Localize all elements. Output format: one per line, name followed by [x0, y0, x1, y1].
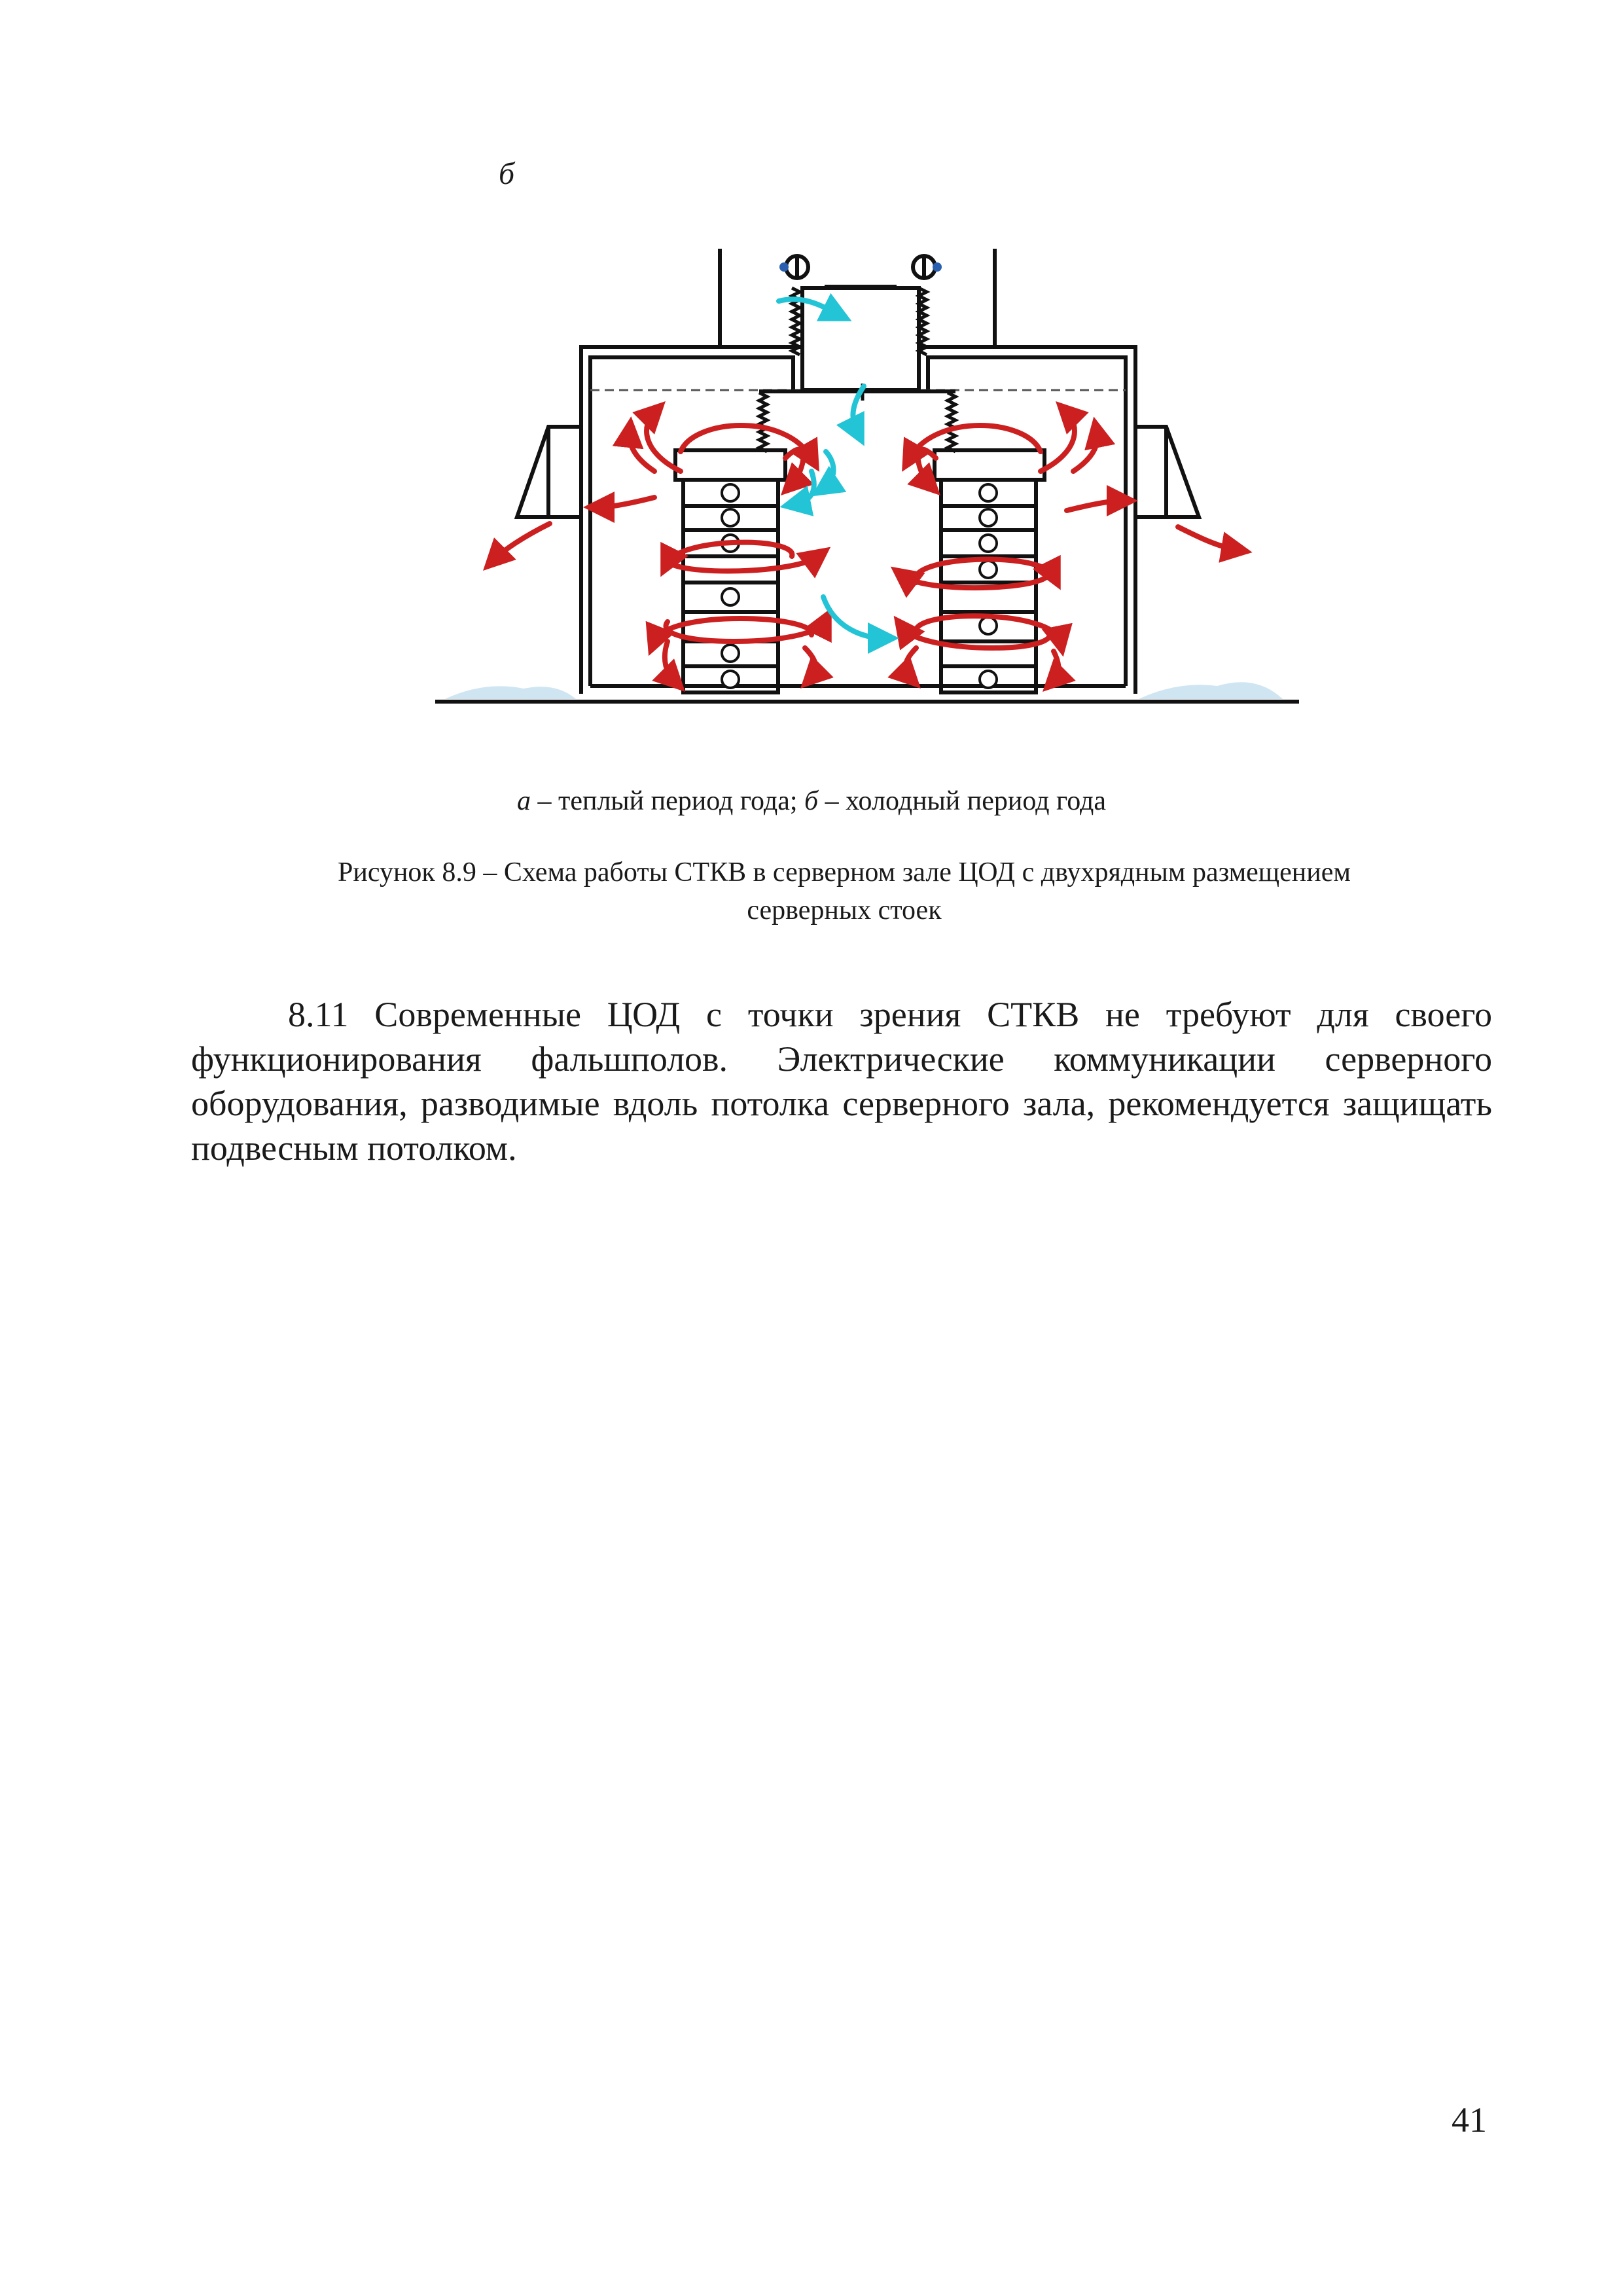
figure-caption-line-1: Рисунок 8.9 – Схема работы СТКВ в серверном зале ЦОД с двухрядным размещением: [338, 857, 1351, 888]
page-number: 41: [1452, 2100, 1487, 2140]
legend-part-a-letter: а: [516, 786, 531, 816]
roof-valves: [779, 256, 942, 278]
legend-part-b-letter: б: [804, 786, 819, 816]
server-room-airflow-diagram: [0, 0, 1623, 759]
figure-caption-line-2: серверных стоек: [747, 895, 942, 925]
snow-right: [1139, 682, 1283, 699]
legend-part-b-text: – холодный период года: [818, 786, 1107, 816]
figure-caption: [216, 853, 1472, 929]
right-wall-vent: [1135, 427, 1199, 517]
subfigure-label: б: [499, 156, 515, 191]
body-paragraph: 8.11 Современные ЦОД с точки зрения СТКВ не требуют для своего функционирования фальшполов. Электрические коммуникации серверного оборудования, разводимые вдоль потолка серверного зала, рекомендуется защищать подвесным потолком.: [191, 995, 1492, 1168]
snow-left: [445, 686, 576, 699]
left-wall-vent: [517, 427, 581, 517]
figure-legend: [0, 785, 1623, 817]
roof-unit: [802, 287, 919, 390]
left-rack-fans: [722, 484, 739, 688]
legend-part-a-text: – теплый период года;: [530, 786, 805, 816]
